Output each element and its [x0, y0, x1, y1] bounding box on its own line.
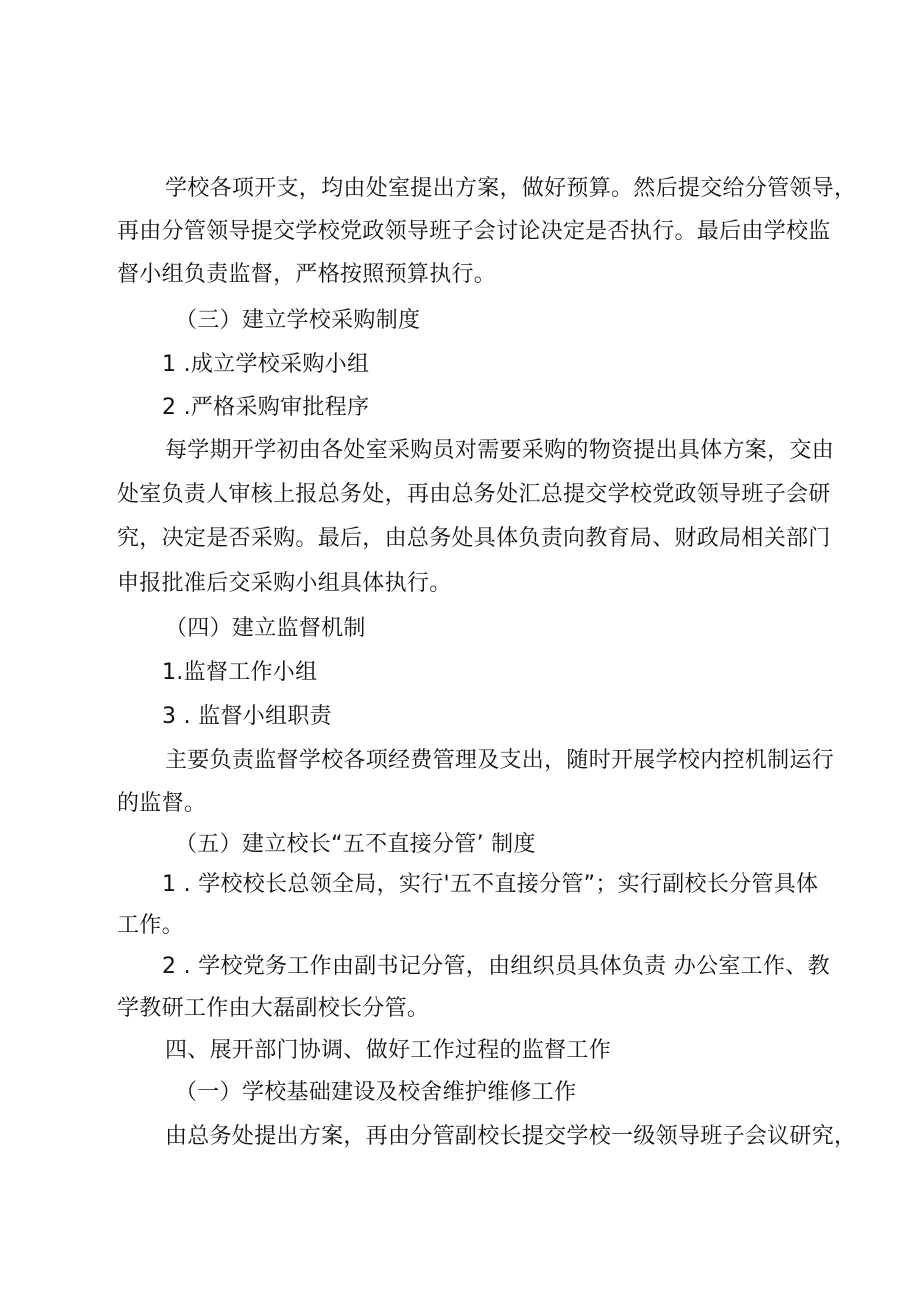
list-item: 1 . 学校校长总领全局，实行'五不直接分管”；实行副校长分管具体: [162, 872, 819, 897]
section-heading: （五）建立校长“五不直接分管’ 制度: [175, 832, 536, 857]
list-item: 1.监督工作小组: [162, 660, 318, 685]
list-item: 3 . 监督小组职责: [162, 704, 332, 729]
paragraph-line: 每学期开学初由各处室采购员对需要采购的物资提出具体方案，交由: [165, 438, 835, 463]
subsection-heading: （一）学校基础建设及校舍维护维修工作: [175, 1080, 577, 1105]
list-item: 1 .成立学校采购小组: [162, 352, 370, 377]
list-item: 2 . 学校党务工作由副书记分管，由组织员具体负责 办公室工作、教: [162, 954, 830, 979]
section-heading: （三）建立学校采购制度: [175, 308, 421, 333]
paragraph-line: 学校各项开支，均由处室提出方案，做好预算。然后提交给分管领导，: [165, 176, 857, 201]
list-item: 2 .严格采购审批程序: [162, 395, 370, 420]
paragraph-line: 究，决定是否采购。最后，由总务处具体负责向教育局、财政局相关部门: [117, 526, 831, 551]
paragraph-line: 主要负责监督学校各项经费管理及支出，随时开展学校内控机制运行: [165, 748, 835, 773]
paragraph-line: 申报批准后交采购小组具体执行。: [117, 571, 452, 596]
section-heading: （四）建立监督机制: [165, 616, 366, 641]
section-heading: 四、展开部门协调、做好工作过程的监督工作: [165, 1038, 612, 1063]
paragraph-line: 督小组负责监督，严格按照预算执行。: [117, 262, 497, 287]
paragraph-line: 由总务处提出方案，再由分管副校长提交学校一级领导班子会议研究，: [165, 1124, 857, 1149]
paragraph-line: 工作。: [117, 913, 184, 938]
paragraph-line: 学教研工作由大磊副校长分管。: [117, 996, 430, 1021]
paragraph-line: 的监督。: [117, 791, 207, 816]
paragraph-line: 再由分管领导提交学校党政领导班子会讨论决定是否执行。最后由学校监: [117, 219, 831, 244]
paragraph-line: 处室负责人审核上报总务处，再由总务处汇总提交学校党政领导班子会研: [117, 482, 831, 507]
